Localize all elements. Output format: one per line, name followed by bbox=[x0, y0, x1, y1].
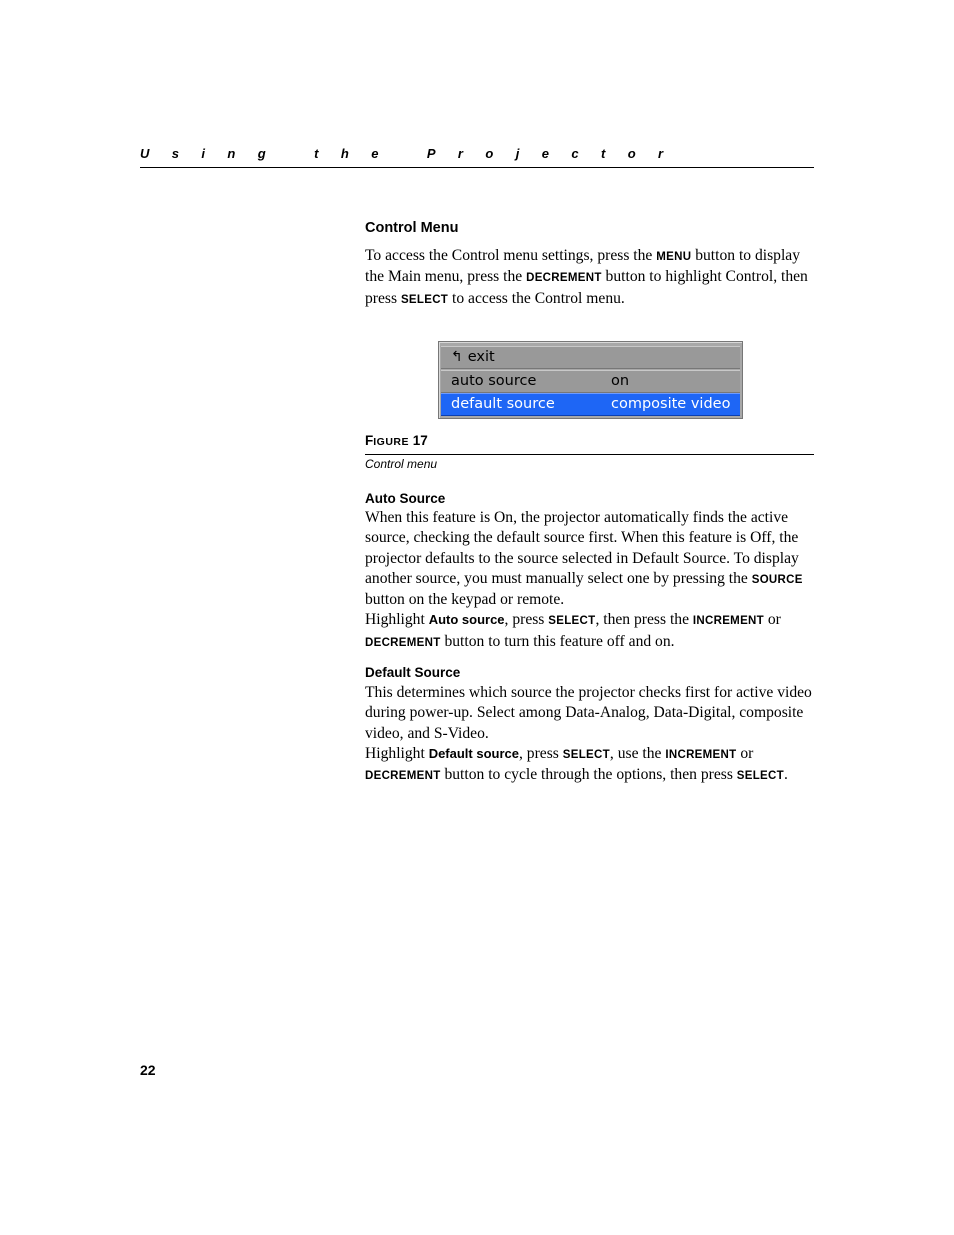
auto-source-heading: Auto Source bbox=[365, 491, 446, 506]
key-increment: INCREMENT bbox=[665, 748, 737, 761]
intro-paragraph: To access the Control menu settings, press the MENU button to display the Main menu, press the DECREMENT button to highlight Control, then press SELECT to access the Control menu. bbox=[365, 247, 808, 307]
ui-auto-source: Auto source bbox=[428, 612, 505, 628]
page-number: 22 bbox=[140, 1062, 156, 1078]
key-increment: INCREMENT bbox=[692, 615, 764, 628]
osd-row-value: on bbox=[611, 373, 630, 389]
control-menu-osd bbox=[438, 341, 743, 419]
osd-row-auto-source bbox=[441, 370, 740, 393]
header-rule bbox=[140, 167, 814, 168]
section-title: Control Menu bbox=[365, 220, 459, 236]
key-menu: MENU bbox=[656, 251, 692, 263]
key-select: SELECT bbox=[400, 293, 449, 306]
key-select: SELECT bbox=[562, 748, 610, 761]
default-source-paragraph: This determines which source the projector checks first for active video during power-up. Select among Data-Analog, Data-Digital, composite video, and S-Video. Highlight Default source, press SELECT, use the INCREMENT or DECREMENT button to cycle through the options, then press SELECT. bbox=[365, 684, 812, 784]
figure-rule bbox=[365, 454, 814, 455]
key-select: SELECT bbox=[548, 615, 596, 628]
auto-source-paragraph: When this feature is On, the projector automatically finds the active source, checking the default source first. When this feature is Off, the projector defaults to the source selected in Default Source. To display another source, you must manually select one by pressing the SOURCE button on the keypad or remote. Highlight Auto source, press SELECT, then press the INCREMENT or DECREMENT button to turn this feature off and on. bbox=[365, 509, 803, 650]
key-source: SOURCE bbox=[751, 573, 803, 586]
return-arrow-icon: ↰ bbox=[451, 349, 463, 365]
figure-label: FIGURE 17 bbox=[365, 433, 428, 448]
figure-caption: Control menu bbox=[365, 457, 438, 471]
osd-row-label: exit bbox=[467, 349, 495, 365]
key-decrement: DECREMENT bbox=[365, 770, 441, 783]
osd-row-exit bbox=[441, 346, 740, 369]
ui-default-source: Default source bbox=[428, 745, 519, 761]
osd-row-label: default source bbox=[451, 396, 555, 412]
osd-row-label: auto source bbox=[451, 373, 537, 389]
running-head: Using the Projector bbox=[140, 146, 686, 161]
key-decrement: DECREMENT bbox=[365, 636, 441, 649]
key-decrement: DECREMENT bbox=[526, 272, 602, 285]
osd-row-value: composite video bbox=[611, 396, 731, 412]
default-source-heading: Default Source bbox=[365, 665, 461, 680]
key-select: SELECT bbox=[736, 770, 784, 783]
osd-row-default-source bbox=[441, 393, 740, 416]
